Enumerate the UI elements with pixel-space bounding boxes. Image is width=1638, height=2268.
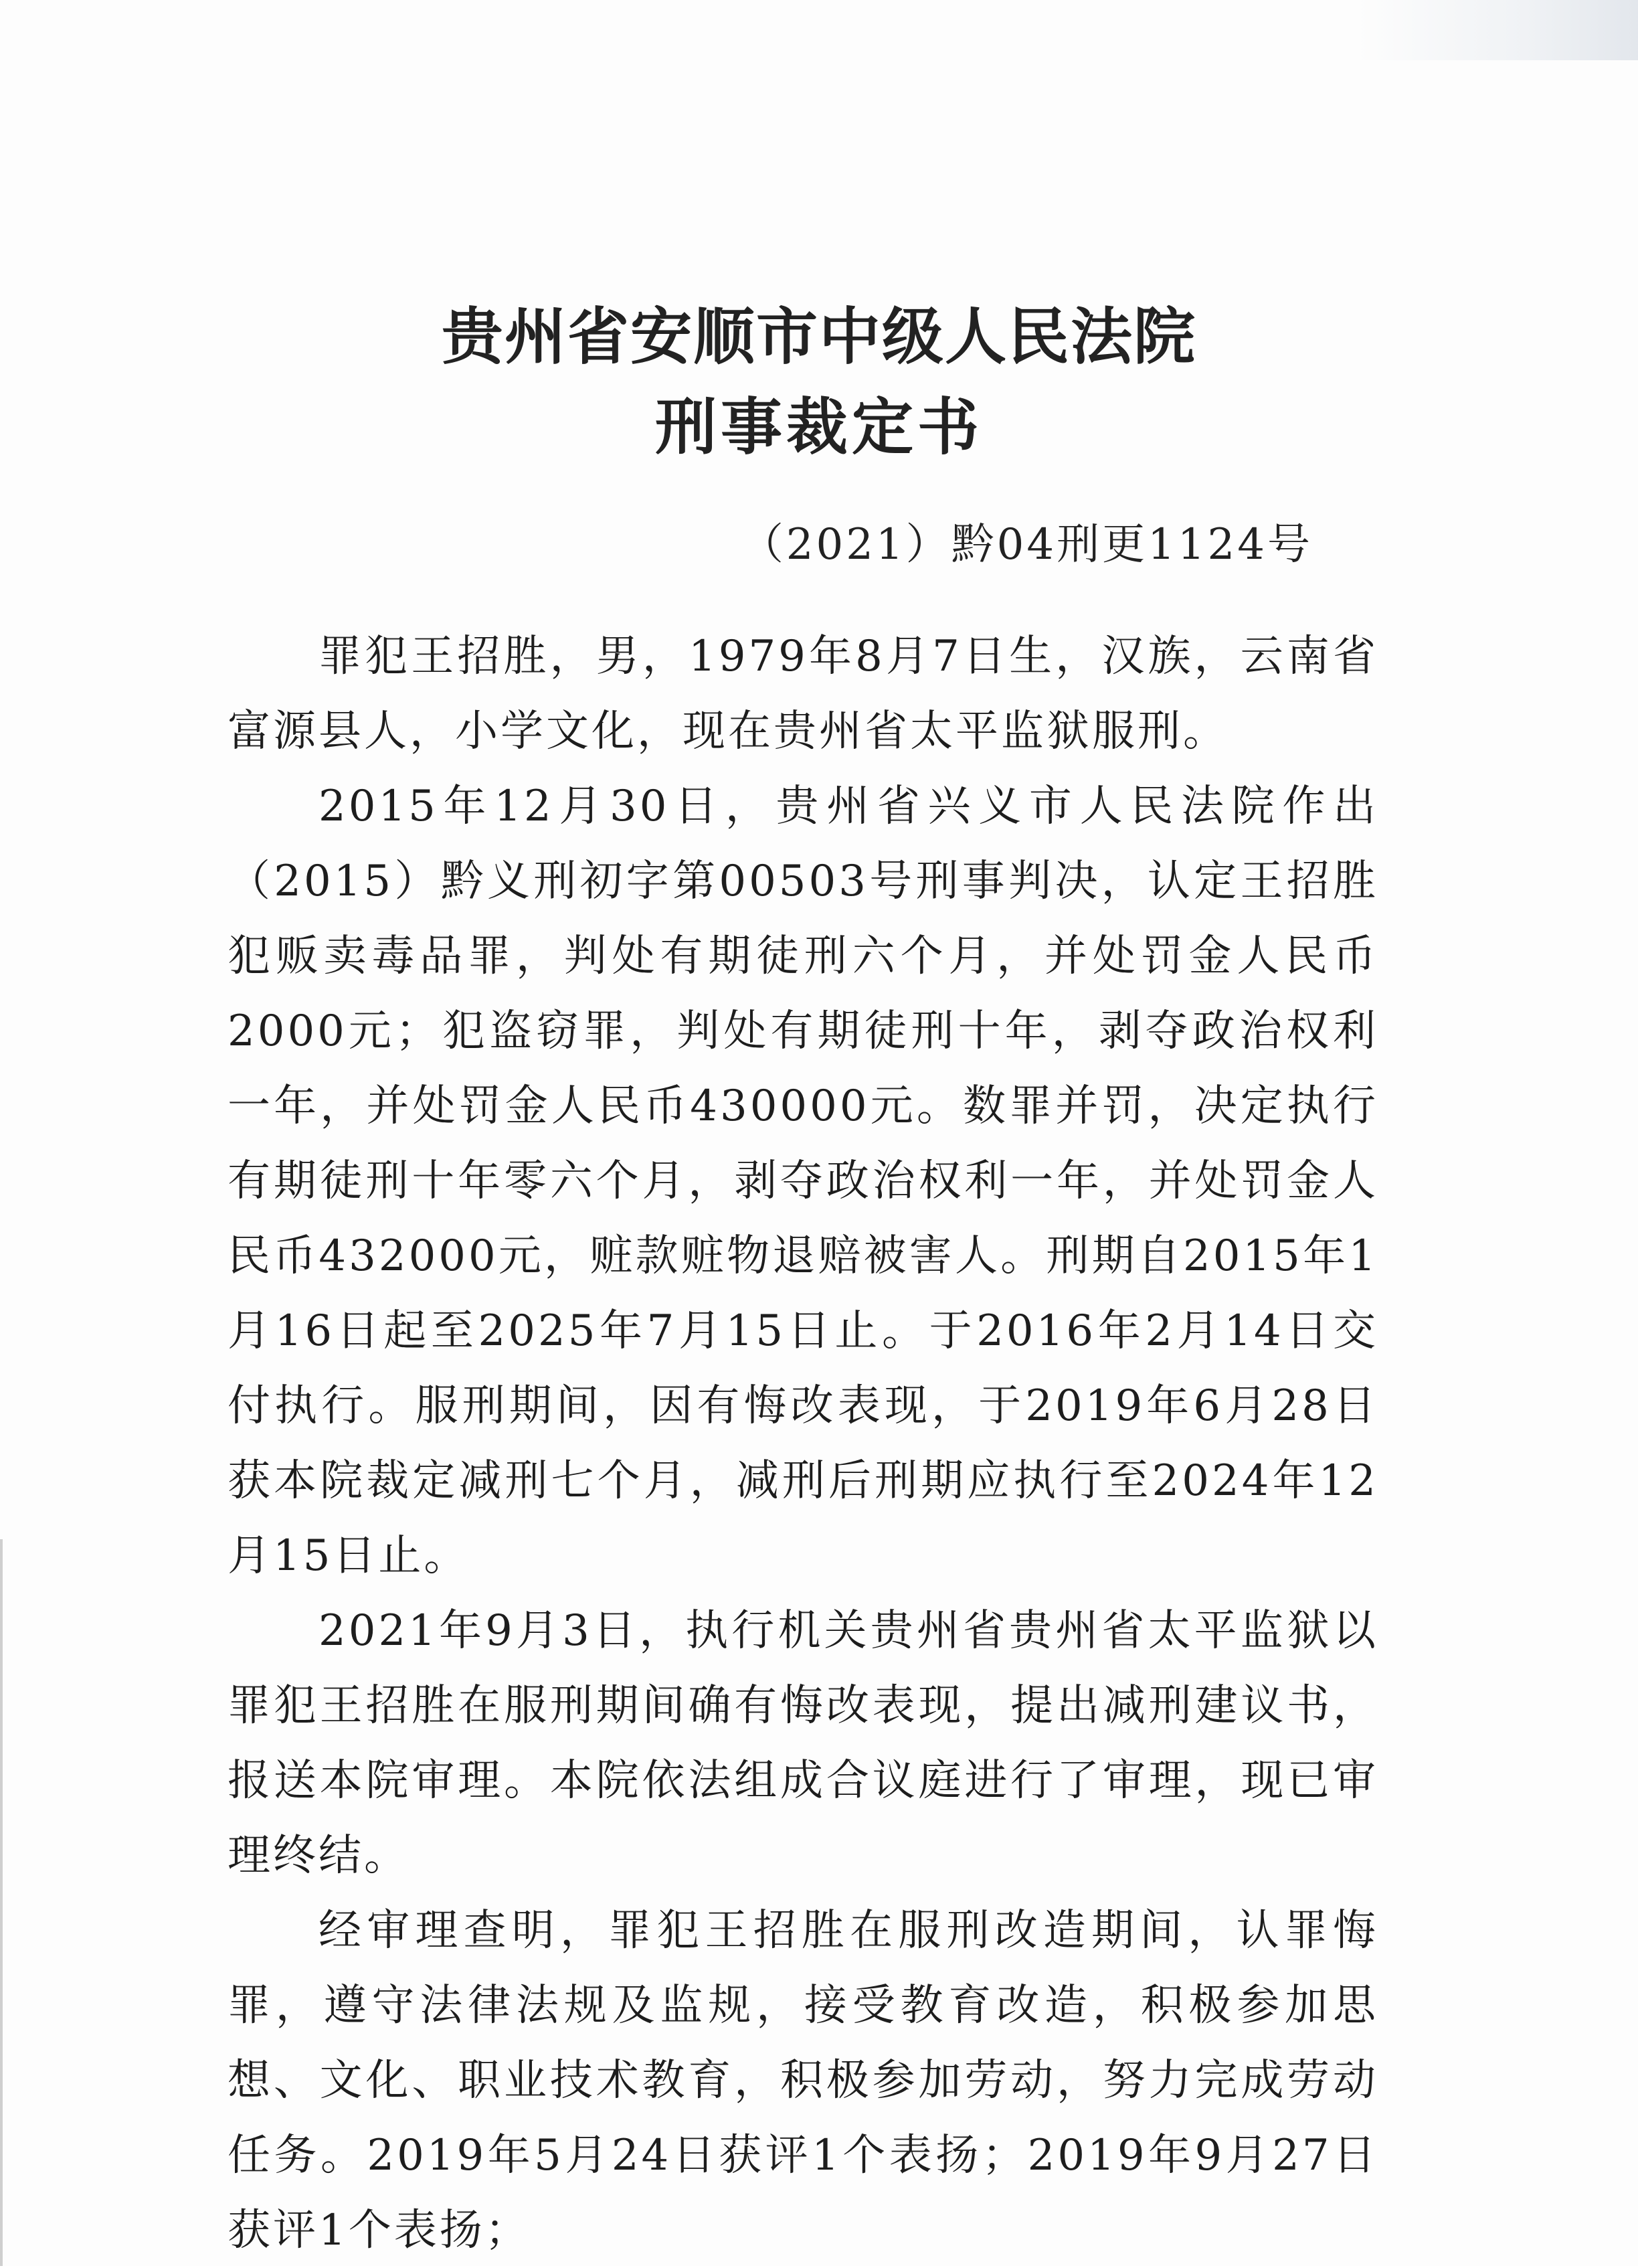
paragraph-commutation-proposal: 2021年9月3日，执行机关贵州省贵州省太平监狱以罪犯王招胜在服刑期间确有悔改表现，提出减刑建议书，报送本院审理。本院依法组成合议庭进行了审理，现已审理终结。	[227, 1606, 1378, 1881]
document-title: 刑事裁定书	[654, 391, 983, 463]
scan-artifact	[1357, 0, 1638, 60]
paragraph-original-judgment: 2015年12月30日，贵州省兴义市人民法院作出（2015）黔义刑初字第00503号刑事判决，认定王招胜犯贩卖毒品罪，判处有期徒刑六个月，并处罚金人民币2000元；犯盗窃罪，判处有期徒刑十年，剥夺政治权利一年，并处罚金人民币430000元。数罪并罚，决定执行有期徒刑十年零六个月，剥夺政治权利一年，并处罚金人民币432000元，赃款赃物退赔被害人。刑期自2015年1月16日起至2025年7月15日止。于2016年2月14日交付执行。服刑期间，因有悔改表现，于2019年6月28日获本院裁定减刑七个月，减刑后刑期应执行至2024年12月15日止。	[227, 782, 1378, 1581]
scan-edge	[0, 1539, 3, 2266]
case-number: （2021）黔04刑更1124号	[740, 520, 1313, 570]
paragraph-findings: 经审理查明，罪犯王招胜在服刑改造期间，认罪悔罪，遵守法律法规及监规，接受教育改造，积极参加思想、文化、职业技术教育，积极参加劳动，努力完成劳动任务。2019年5月24日获评1个表扬；2019年9月27日获评1个表扬；	[227, 1906, 1378, 2255]
document-body	[227, 619, 1378, 2268]
paragraph-defendant-info: 罪犯王招胜，男，1979年8月7日生，汉族，云南省富源县人，小学文化，现在贵州省太平监狱服刑。	[227, 632, 1378, 756]
court-name-heading: 贵州省安顺市中级人民法院	[441, 301, 1196, 373]
